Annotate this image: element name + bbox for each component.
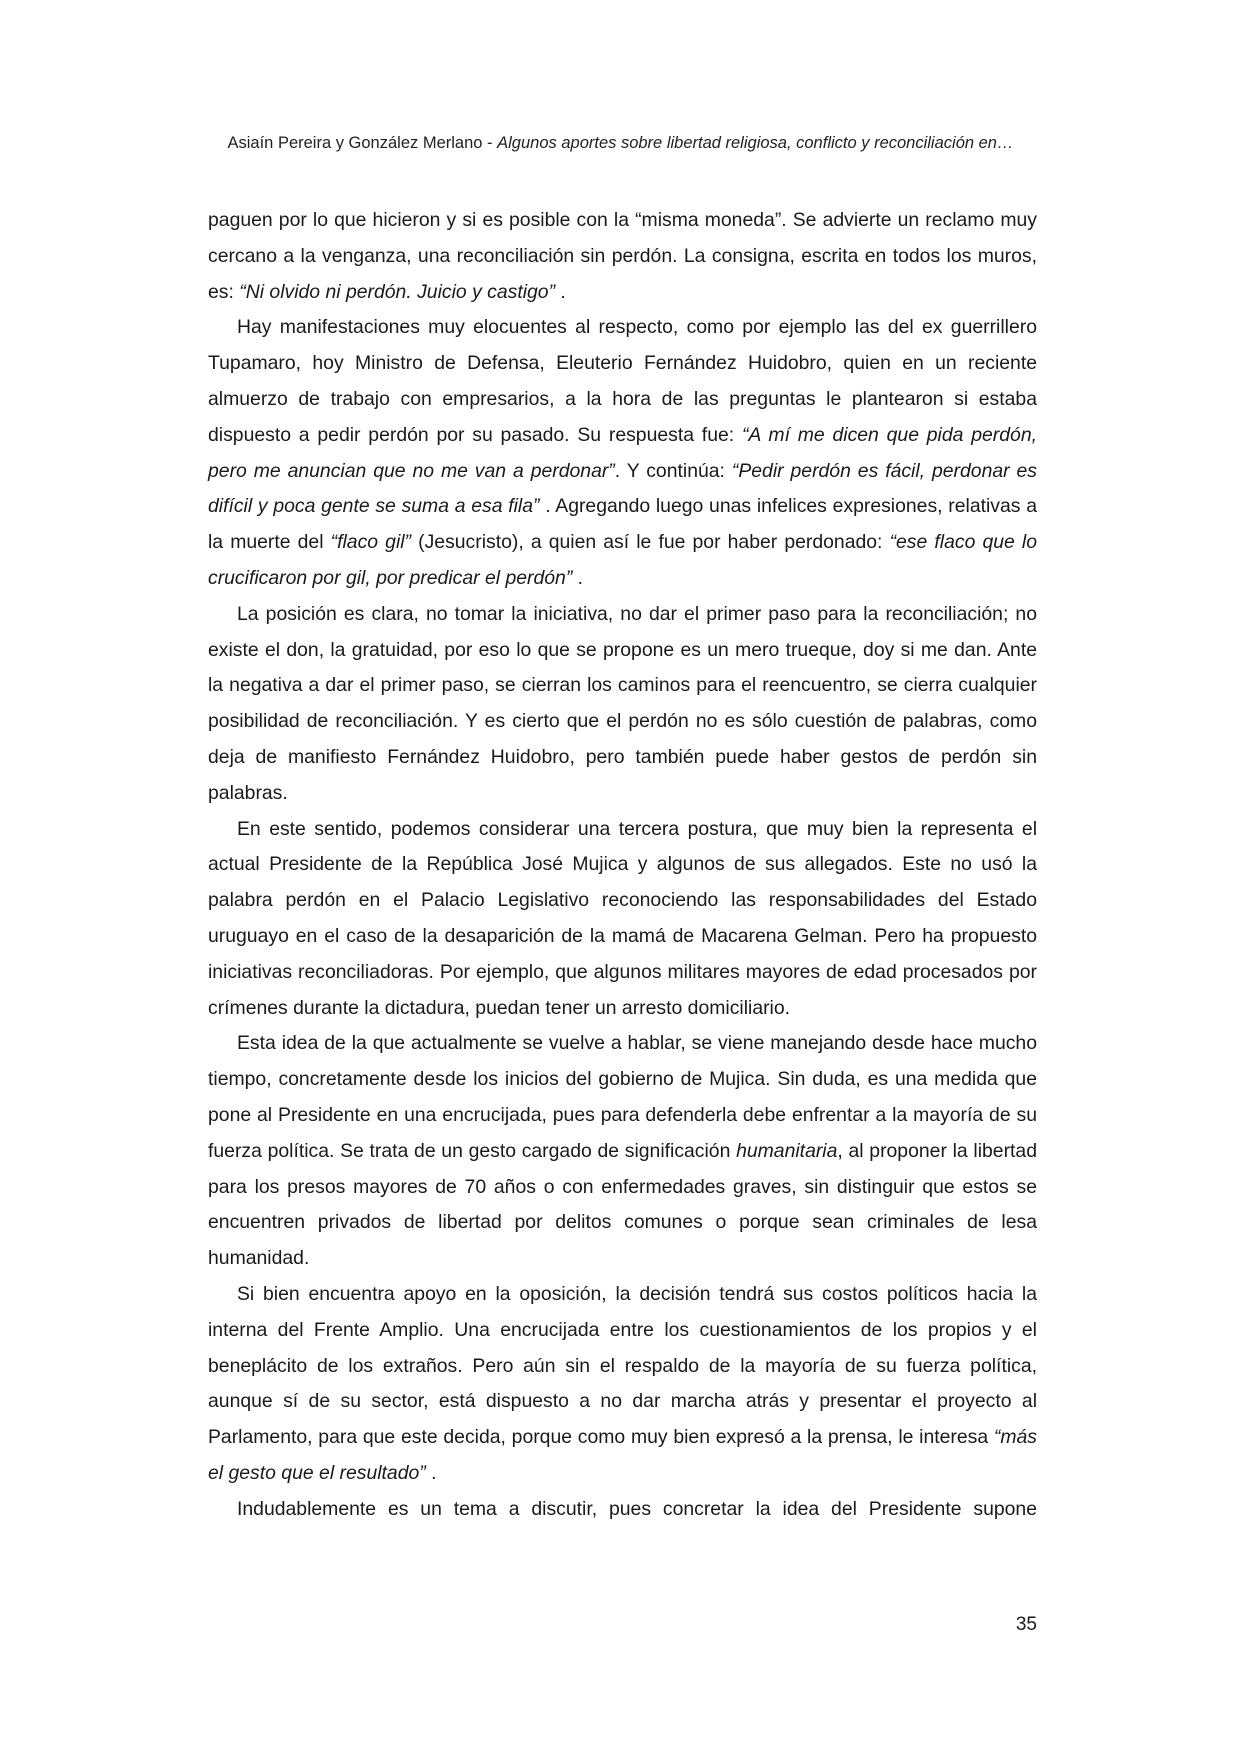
text-run: , al proponer la libertad para los presos mayores de 70 años o con enfermedades graves, sin distinguir que estos se encuentren privados de libertad por delitos comunes o porque sean criminales de lesa humanidad. — [208, 1139, 1037, 1270]
italic-quote: “flaco gil” — [330, 531, 412, 554]
italic-quote: “ese flaco que lo crucificaron por gil, por predicar el perdón” — [208, 531, 1038, 589]
text-run: . Agregando luego unas infelices expresiones, relativas a la muerte del — [208, 495, 1037, 554]
text-run: . — [572, 566, 584, 589]
paragraph — [208, 1492, 1037, 1528]
paragraph — [208, 1026, 1037, 1277]
text-run: (Jesucristo), a quien así le fue por haber perdonado: — [411, 531, 890, 554]
paragraph — [208, 597, 1037, 812]
text-run: Esta idea de la que actualmente se vuelve a hablar, se viene manejando desde hace mucho tiempo, concretamente desde los inicios del gobierno de Mujica. Sin duda, es una medida que pone al Presidente en una encrucijada, pues para defenderla debe enfrentar a la mayoría de su fuerza política. Se trata de un gesto cargado de significación — [208, 1032, 1037, 1162]
italic-quote: “Pedir perdón es fácil, perdonar es difícil y poca gente se suma a esa fila” — [208, 459, 1037, 518]
paragraph — [208, 812, 1037, 1027]
text-run: . Y continúa: — [614, 459, 732, 482]
text-run: paguen por lo que hicieron y si es posible con la “misma moneda”. Se advierte un reclamo muy cercano a la venganza, una reconciliación sin perdón. La consigna, escrita en todos los muros, es: — [208, 209, 1037, 303]
page-number: 35 — [1015, 1614, 1037, 1635]
paragraph — [208, 203, 1037, 310]
paragraph — [208, 1277, 1037, 1492]
italic-quote: “A mí me dicen que pida perdón, pero me anuncian que no me van a perdonar” — [208, 423, 1037, 482]
header-article-title: Algunos aportes sobre libertad religiosa, conflicto y reconciliación en… — [497, 134, 1014, 152]
header-authors: Asiaín Pereira y González Merlano - — [227, 134, 498, 152]
text-run: Si bien encuentra apoyo en la oposición, la decisión tendrá sus costos políticos hacia la interna del Frente Amplio. Una encrucijada entre los cuestionamientos de los propios y el beneplácito de los extraños. Pero aún sin el respaldo de la mayoría de su fuerza política, aunque sí de su sector, está dispuesto a no dar marcha atrás y presentar el proyecto al Parlamento, para que este decida, porque como muy bien expresó a la prensa, le interesa — [208, 1282, 1037, 1449]
body-text — [208, 203, 1037, 1527]
text-run: . — [555, 280, 566, 303]
text-run: La posición es clara, no tomar la iniciativa, no dar el primer paso para la reconciliación; no existe el don, la gratuidad, por eso lo que se propone es un mero trueque, doy si me dan. Ante la negativa a dar el primer paso, se cierran los caminos para el reencuentro, se cierra cualquier posibilidad de reconciliación. Y es cierto que el perdón no es sólo cuestión de palabras, como deja de manifiesto Fernández Huidobro, pero también puede haber gestos de perdón sin palabras. — [208, 602, 1037, 804]
italic-quote: “Ni olvido ni perdón. Juicio y castigo” — [239, 280, 556, 303]
italic-quote: humanitaria — [736, 1139, 838, 1162]
text-run: Indudablemente es un tema a discutir, pues concretar la idea del Presidente supone — [237, 1497, 1037, 1520]
paragraph — [208, 310, 1037, 596]
italic-quote: “más el gesto que el resultado” — [208, 1426, 1037, 1484]
text-run: . — [425, 1461, 437, 1484]
text-run: En este sentido, podemos considerar una tercera postura, que muy bien la representa el actual Presidente de la República José Mujica y algunos de sus allegados. Este no usó la palabra perdón en el Palacio Legislativo reconociendo las responsabilidades del Estado uruguayo en el caso de la desaparición de la mamá de Macarena Gelman. Pero ha propuesto iniciativas reconciliadoras. Por ejemplo, que algunos militares mayores de edad procesados por crímenes durante la dictadura, puedan tener un arresto domiciliario. — [208, 817, 1037, 1019]
text-run: Hay manifestaciones muy elocuentes al respecto, como por ejemplo las del ex guerrillero Tupamaro, hoy Ministro de Defensa, Eleuterio Fernández Huidobro, quien en un reciente almuerzo de trabajo con empresarios, a la hora de las preguntas le plantearon si estaba dispuesto a pedir perdón por su pasado. Su respuesta fue: — [208, 316, 1037, 446]
running-header — [150, 132, 1091, 154]
